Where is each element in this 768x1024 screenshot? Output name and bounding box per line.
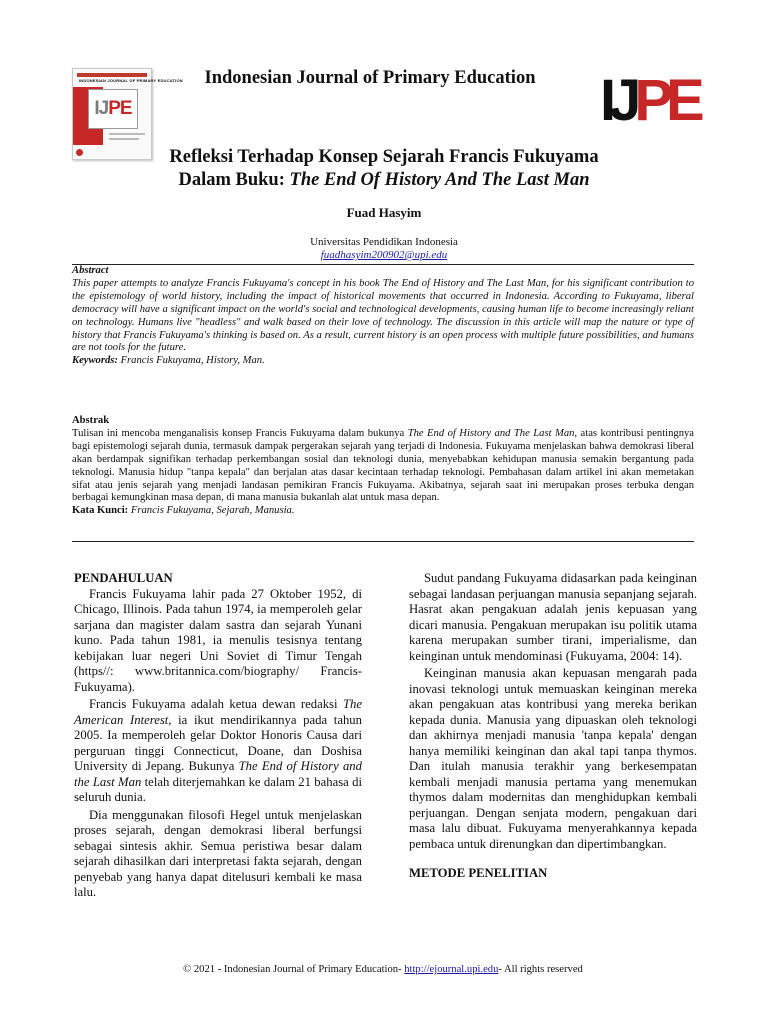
abstrak-book-title: The End of History and The Last Man, <box>407 427 578 439</box>
italic-title: The American Interest <box>74 697 362 727</box>
abstrak-text-part: atas kontribusi pentingnya bagi epistemologi sejarah dunia, termasuk dampak pergerakan sejarah yang terjadi di Indonesia. Fukuyama menjelaskan bahwa demokrasi liberal akan berdampak signifikan terhadap perkembangan sosial dan teknologi dunia, menyebabkan kehidupan manusia semakin bergantung pada teknologi. Manusia hidup "tanpa kepala" dan berjalan atas dasar kecintaan terhadap teknologi. Pembahasan dalam artikel ini akan memetakan sifat atau jenis sejarah yang menjadi landasan pemikiran Francis Fukuyama. Akibatnya, sejarah saat ini merupakan proses terbuka dengan berbagai kemungkinan masa depan, di mana manusia bukanlah alat untuk masa depan. <box>72 427 695 504</box>
cover-logo <box>88 89 138 129</box>
kata-kunci-line <box>72 505 694 518</box>
abstract-text: This paper attempts to analyze Francis Fukuyama's concept in his book The End of History and The Last Man, for his significant contribution to the epistemology of world history, including the impact of historical movements that occurred in Indonesia. According to Fukuyama, liberal democracy will have a significant impact on the world's social and technological developments, causing human life to become increasingly reliant on technology. Humans live "headless" and walk based on their love of technology. The discussion in this article will map the nature or type of history that Francis Fukuyama's thinking is based on. As a result, current history is an open process with multiple future possibilities, and humans are not tools for the future. <box>72 277 694 354</box>
paragraph-text: , ia ikut mendirikannya pada tahun 2005. Ia memperoleh gelar Doktor Honoris Causa dari perguruan tinggi Connecticut, Doane, dan Doshisa University di Jepang. Bukunya <box>74 712 362 773</box>
paper-title-line-2 <box>110 169 658 192</box>
book-title: The End Of History And The Last Man <box>289 170 590 190</box>
logo-left: IJ <box>600 68 635 133</box>
section-heading-metode: METODE PENELITIAN <box>409 866 548 880</box>
paragraph: Francis Fukuyama lahir pada 27 Oktober 1952, di Chicago, Illinois. Pada tahun 1974, ia memperoleh gelar sarjana dan magister dalam sastra dan sejarah Yunani kuno. Pada tahun 1981, ia menulis tesisnya tentang kebijakan luar negeri Uni Soviet di Timur Tengah (https//: www.britannica.com/biography/ Francis-Fukuyama). <box>74 586 362 694</box>
paragraph: Sudut pandang Fukuyama didasarkan pada keinginan sebagai landasan perjuangan manusia sepanjang sejarah. Hasrat akan pengakuan adalah jenis kepuasan yang dicari manusia. Pengakuan merupakan isu politik utama karena merupakan sumber tirani, imperialisme, dan keinginan untuk mendominasi (Fukuyama, 2004: 14). <box>409 571 697 663</box>
abstract-english <box>72 265 694 368</box>
keywords-label: Keywords: <box>72 355 118 367</box>
cover-badge-icon <box>76 149 83 156</box>
affiliation-block <box>200 236 568 262</box>
paragraph: Dia menggunakan filosofi Hegel untuk menjelaskan proses sejarah, dengan demokrasi liberal berfungsi sebagai sintesis akhir. Semua peristiwa besar dalam sejarah dihasilkan dari interpretasi fakta sejarah, dengan penyebab yang hanya dapat ditelusuri kembali ke masa lalu. <box>74 807 362 899</box>
kata-kunci-list: Francis Fukuyama, Sejarah, Manusia. <box>130 505 295 517</box>
abstrak-heading: Abstrak <box>72 415 110 426</box>
author-name: Fuad Hasyim <box>346 205 422 220</box>
cover-logo-left: IJ <box>94 98 109 119</box>
paragraph-text: Francis Fukuyama adalah ketua dewan redaksi <box>89 697 343 711</box>
cover-caption: INDONESIAN JOURNAL OF PRIMARY EDUCATION <box>79 78 183 83</box>
cover-top-stripe <box>77 73 147 77</box>
italic-title: The End of History and the Last Man <box>74 759 362 789</box>
footer-suffix: - All rights reserved <box>498 964 583 975</box>
abstrak-text-part: Tulisan ini mencoba menganalisis konsep Francis Fukuyama dalam bukunya <box>72 427 408 439</box>
abstrak-text <box>72 428 694 505</box>
body-column-right <box>409 571 697 882</box>
divider-abstract-bottom <box>72 541 694 542</box>
cover-decoration <box>109 138 139 140</box>
footer-prefix: © 2021 - Indonesian Journal of Primary Education- <box>183 964 405 975</box>
abstract-heading: Abstract <box>72 265 109 276</box>
affiliation: Universitas Pendidikan Indonesia <box>310 236 458 248</box>
keywords-line <box>72 355 694 368</box>
body-column-left <box>74 571 362 901</box>
cover-decoration <box>109 133 145 135</box>
author-email-link[interactable]: fuadhasyim200902@upi.edu <box>320 249 448 261</box>
paper-title-line-1: Refleksi Terhadap Konsep Sejarah Francis Fukuyama <box>169 147 599 167</box>
abstract-indonesian <box>72 415 694 518</box>
kata-kunci-label: Kata Kunci: <box>72 505 129 517</box>
footer-link[interactable]: http://ejournal.upi.edu <box>404 964 499 975</box>
paragraph <box>74 697 362 806</box>
journal-title: Indonesian Journal of Primary Education <box>204 68 536 88</box>
section-heading-pendahuluan: PENDAHULUAN <box>74 571 173 585</box>
logo-right: PE <box>634 68 698 133</box>
cover-logo-right: PE <box>108 98 132 119</box>
paragraph-text: telah diterjemahkan ke dalam 21 bahasa di seluruh dunia. <box>74 774 362 804</box>
ijpe-logo <box>600 68 698 133</box>
page-footer <box>72 964 694 975</box>
keywords-list: Francis Fukuyama, History, Man. <box>120 355 265 367</box>
paragraph: Keinginan manusia akan kepuasan mengarah pada inovasi teknologi untuk memuaskan keinginan mereka akan pengakuan atas kontribusi yang mereka berikan kepada dunia. Manusia yang dipuaskan oleh teknologi dan akhirnya menjadi manusia 'tanpa kepala' dengan hanya memiliki keinginan dan akal tapi tanpa thymos. Dan itulah manusia terakhir yang berkesempatan kembali menjadi manusia pertama yang menemukan thymos dalam modernitas dan menghidupkan kembali perjuangan. Dengan senjata modern, pengakuan dari masa lalu dibuat. Fukuyama menyerahkannya kepada pembaca untuk direnungkan dan dipertimbangkan. <box>409 666 697 851</box>
paper-title <box>110 146 658 192</box>
title-prefix: Dalam Buku: <box>178 170 290 190</box>
